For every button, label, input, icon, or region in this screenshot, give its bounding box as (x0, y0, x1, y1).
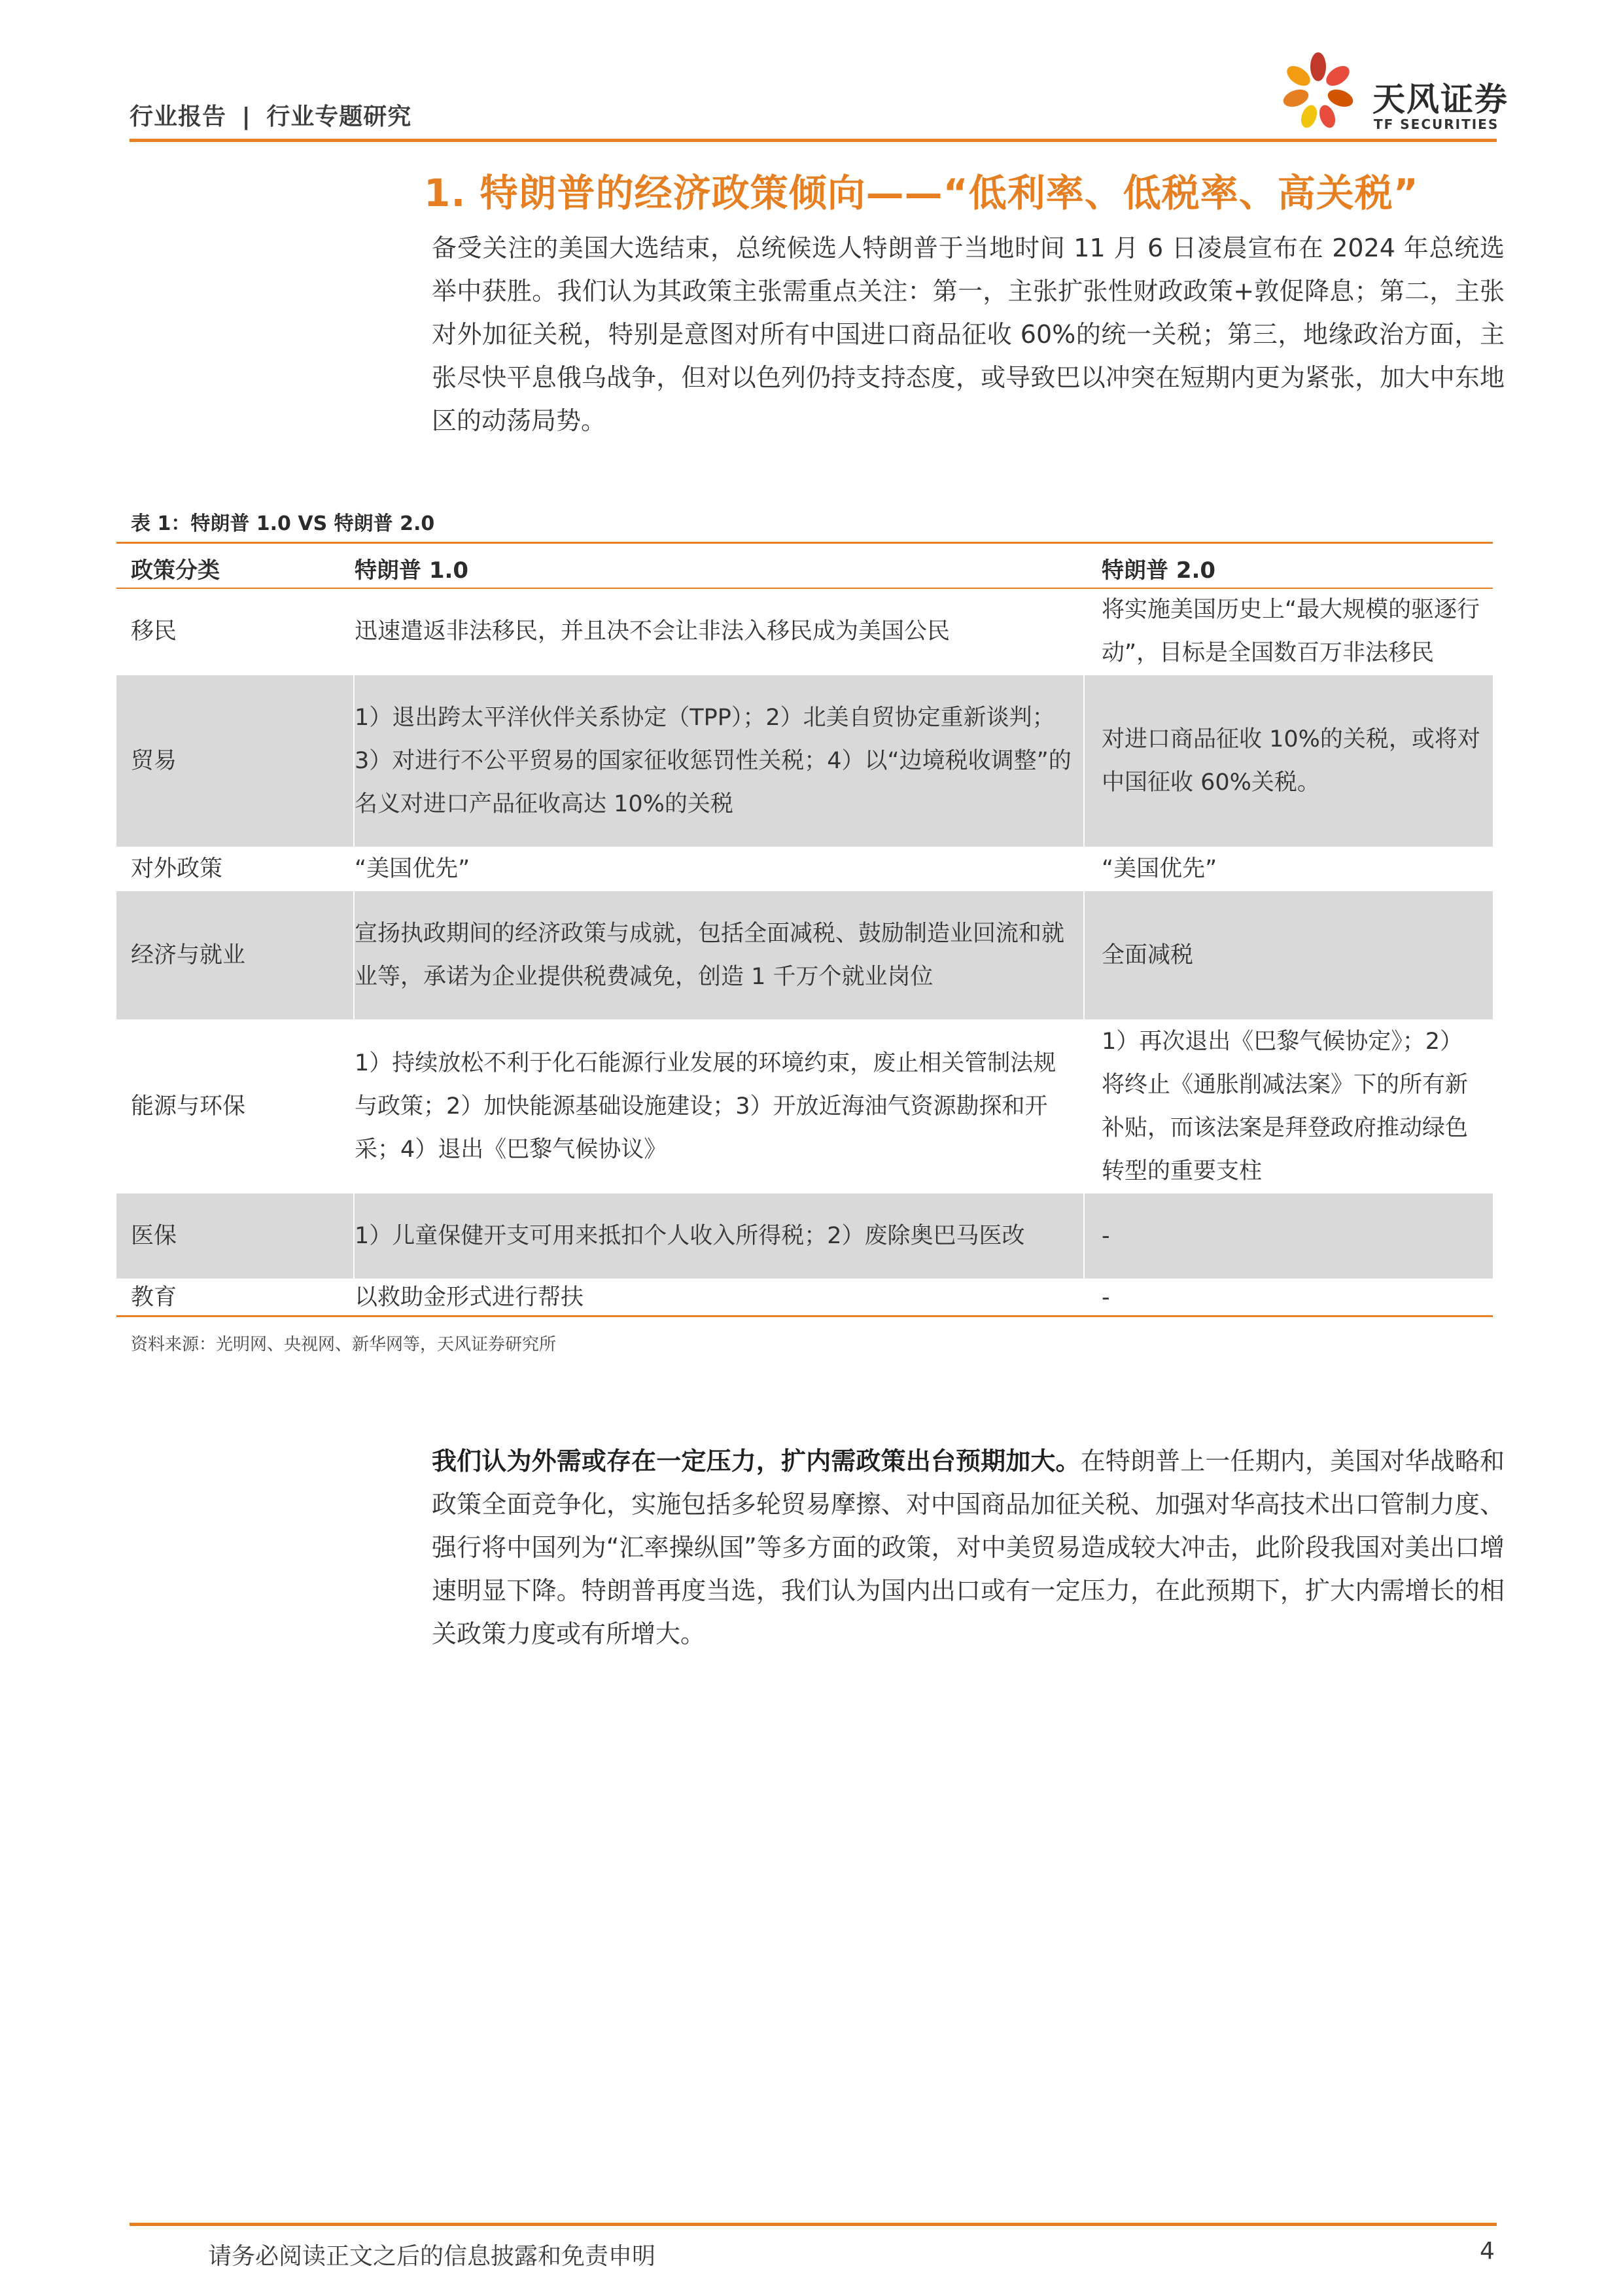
table-source: 资料来源：光明网、央视网、新华网等，天风证券研究所 (131, 1335, 557, 1354)
analysis-paragraph (432, 1439, 1505, 1655)
row-trump2: 全面减税 (1102, 942, 1194, 968)
header-divider (130, 139, 1497, 142)
page-number: 4 (1480, 2238, 1495, 2265)
table-row (116, 848, 1493, 890)
row-trump2: 将实施美国历史上“最大规模的驱逐行动”，目标是全国数百万非法移民 (1102, 597, 1480, 666)
row-trump1: 1）儿童保健开支可用来抵扣个人收入所得税；2）废除奥巴马医改 (355, 1223, 1025, 1249)
table-header-trump2: 特朗普 2.0 (1102, 557, 1216, 584)
row-category: 教育 (131, 1284, 177, 1311)
table-row (116, 675, 1493, 847)
row-trump2: “美国优先” (1102, 856, 1217, 882)
row-trump2: 对进口商品征收 10%的关税，或将对中国征收 60%关税。 (1102, 726, 1480, 796)
row-trump1: “美国优先” (355, 856, 470, 882)
header-separator: | (241, 103, 251, 130)
row-trump1: 1）退出跨太平洋伙伴关系协定（TPP）；2）北美自贸协定重新谈判；3）对进行不公平贸易的国家征收惩罚性关税；4）以“边境税收调整”的名义对进口产品征收高达 10%的关税 (355, 705, 1072, 817)
logo-subtitle: TF SECURITIES (1374, 116, 1499, 132)
header-category: 行业报告 (130, 103, 227, 130)
row-trump1: 宣扬执政期间的经济政策与成就，包括全面减税、鼓励制造业回流和就业等，承诺为企业提供税费减免，创造 1 千万个就业岗位 (355, 921, 1065, 990)
footer-disclaimer: 请务必阅读正文之后的信息披露和免责申明 (208, 2243, 656, 2270)
row-category: 医保 (131, 1223, 177, 1249)
row-category: 对外政策 (131, 856, 223, 882)
row-category: 移民 (131, 618, 177, 645)
section-title: 1. 特朗普的经济政策倾向——“低利率、低税率、高关税” (424, 171, 1419, 215)
header-breadcrumb (130, 98, 411, 132)
table-row (116, 891, 1493, 1019)
table-bottom-rule (116, 1315, 1493, 1317)
row-trump2: - (1102, 1284, 1110, 1311)
table-header-row (116, 544, 1493, 589)
analysis-body: 在特朗普上一任期内，美国对华战略和政策全面竞争化，实施包括多轮贸易摩擦、对中国商品加征关税、加强对华高技术出口管制力度、强行将中国列为“汇率操纵国”等多方面的政策，对中美贸易造成较大冲击，此阶段我国对美出口增速明显下降。特朗普再度当选，我们认为国内出口或有一定压力，在此预期下，扩大内需增长的相关政策力度或有所增大。 (432, 1447, 1505, 1648)
row-trump1: 迅速遣返非法移民，并且决不会让非法入移民成为美国公民 (355, 618, 951, 645)
table-row (116, 1280, 1493, 1315)
intro-paragraph: 备受关注的美国大选结束，总统候选人特朗普于当地时间 11 月 6 日凌晨宣布在 2024 年总统选举中获胜。我们认为其政策主张需重点关注：第一，主张扩张性财政政策+敦促降息；第二，主张对外加征关税，特别是意图对所有中国进口商品征收 60%的统一关税；第三，地缘政治方面，主张尽快平息俄乌战争，但对以色列仍持支持态度，或导致巴以冲突在短期内更为紧张，加大中东地区的动荡局势。 (432, 234, 1505, 435)
header-subcategory: 行业专题研究 (266, 103, 412, 130)
row-category: 经济与就业 (131, 942, 246, 968)
table-top-rule (116, 542, 1493, 544)
table-row (116, 589, 1493, 674)
footer-divider (130, 2223, 1497, 2226)
table-header-category: 政策分类 (131, 557, 220, 584)
row-category: 贸易 (131, 748, 177, 774)
row-trump2: - (1102, 1223, 1110, 1249)
logo-name: 天风证券 (1372, 80, 1509, 118)
row-trump2: 1）再次退出《巴黎气候协定》；2）将终止《通胀削减法案》下的所有新补贴，而该法案是拜登政府推动绿色转型的重要支柱 (1102, 1029, 1469, 1184)
table-caption: 表 1：特朗普 1.0 VS 特朗普 2.0 (131, 512, 435, 535)
table-row (116, 1021, 1493, 1192)
table-header-trump1: 特朗普 1.0 (355, 557, 469, 584)
analysis-lead: 我们认为外需或存在一定压力，扩内需政策出台预期加大。 (432, 1447, 1081, 1475)
row-trump1: 以救助金形式进行帮扶 (355, 1284, 584, 1311)
table-row (116, 1193, 1493, 1279)
row-category: 能源与环保 (131, 1093, 246, 1120)
row-trump1: 1）持续放松不利于化石能源行业发展的环境约束，废止相关管制法规与政策；2）加快能源基础设施建设；3）开放近海油气资源勘探和开采；4）退出《巴黎气候协议》 (355, 1050, 1056, 1163)
